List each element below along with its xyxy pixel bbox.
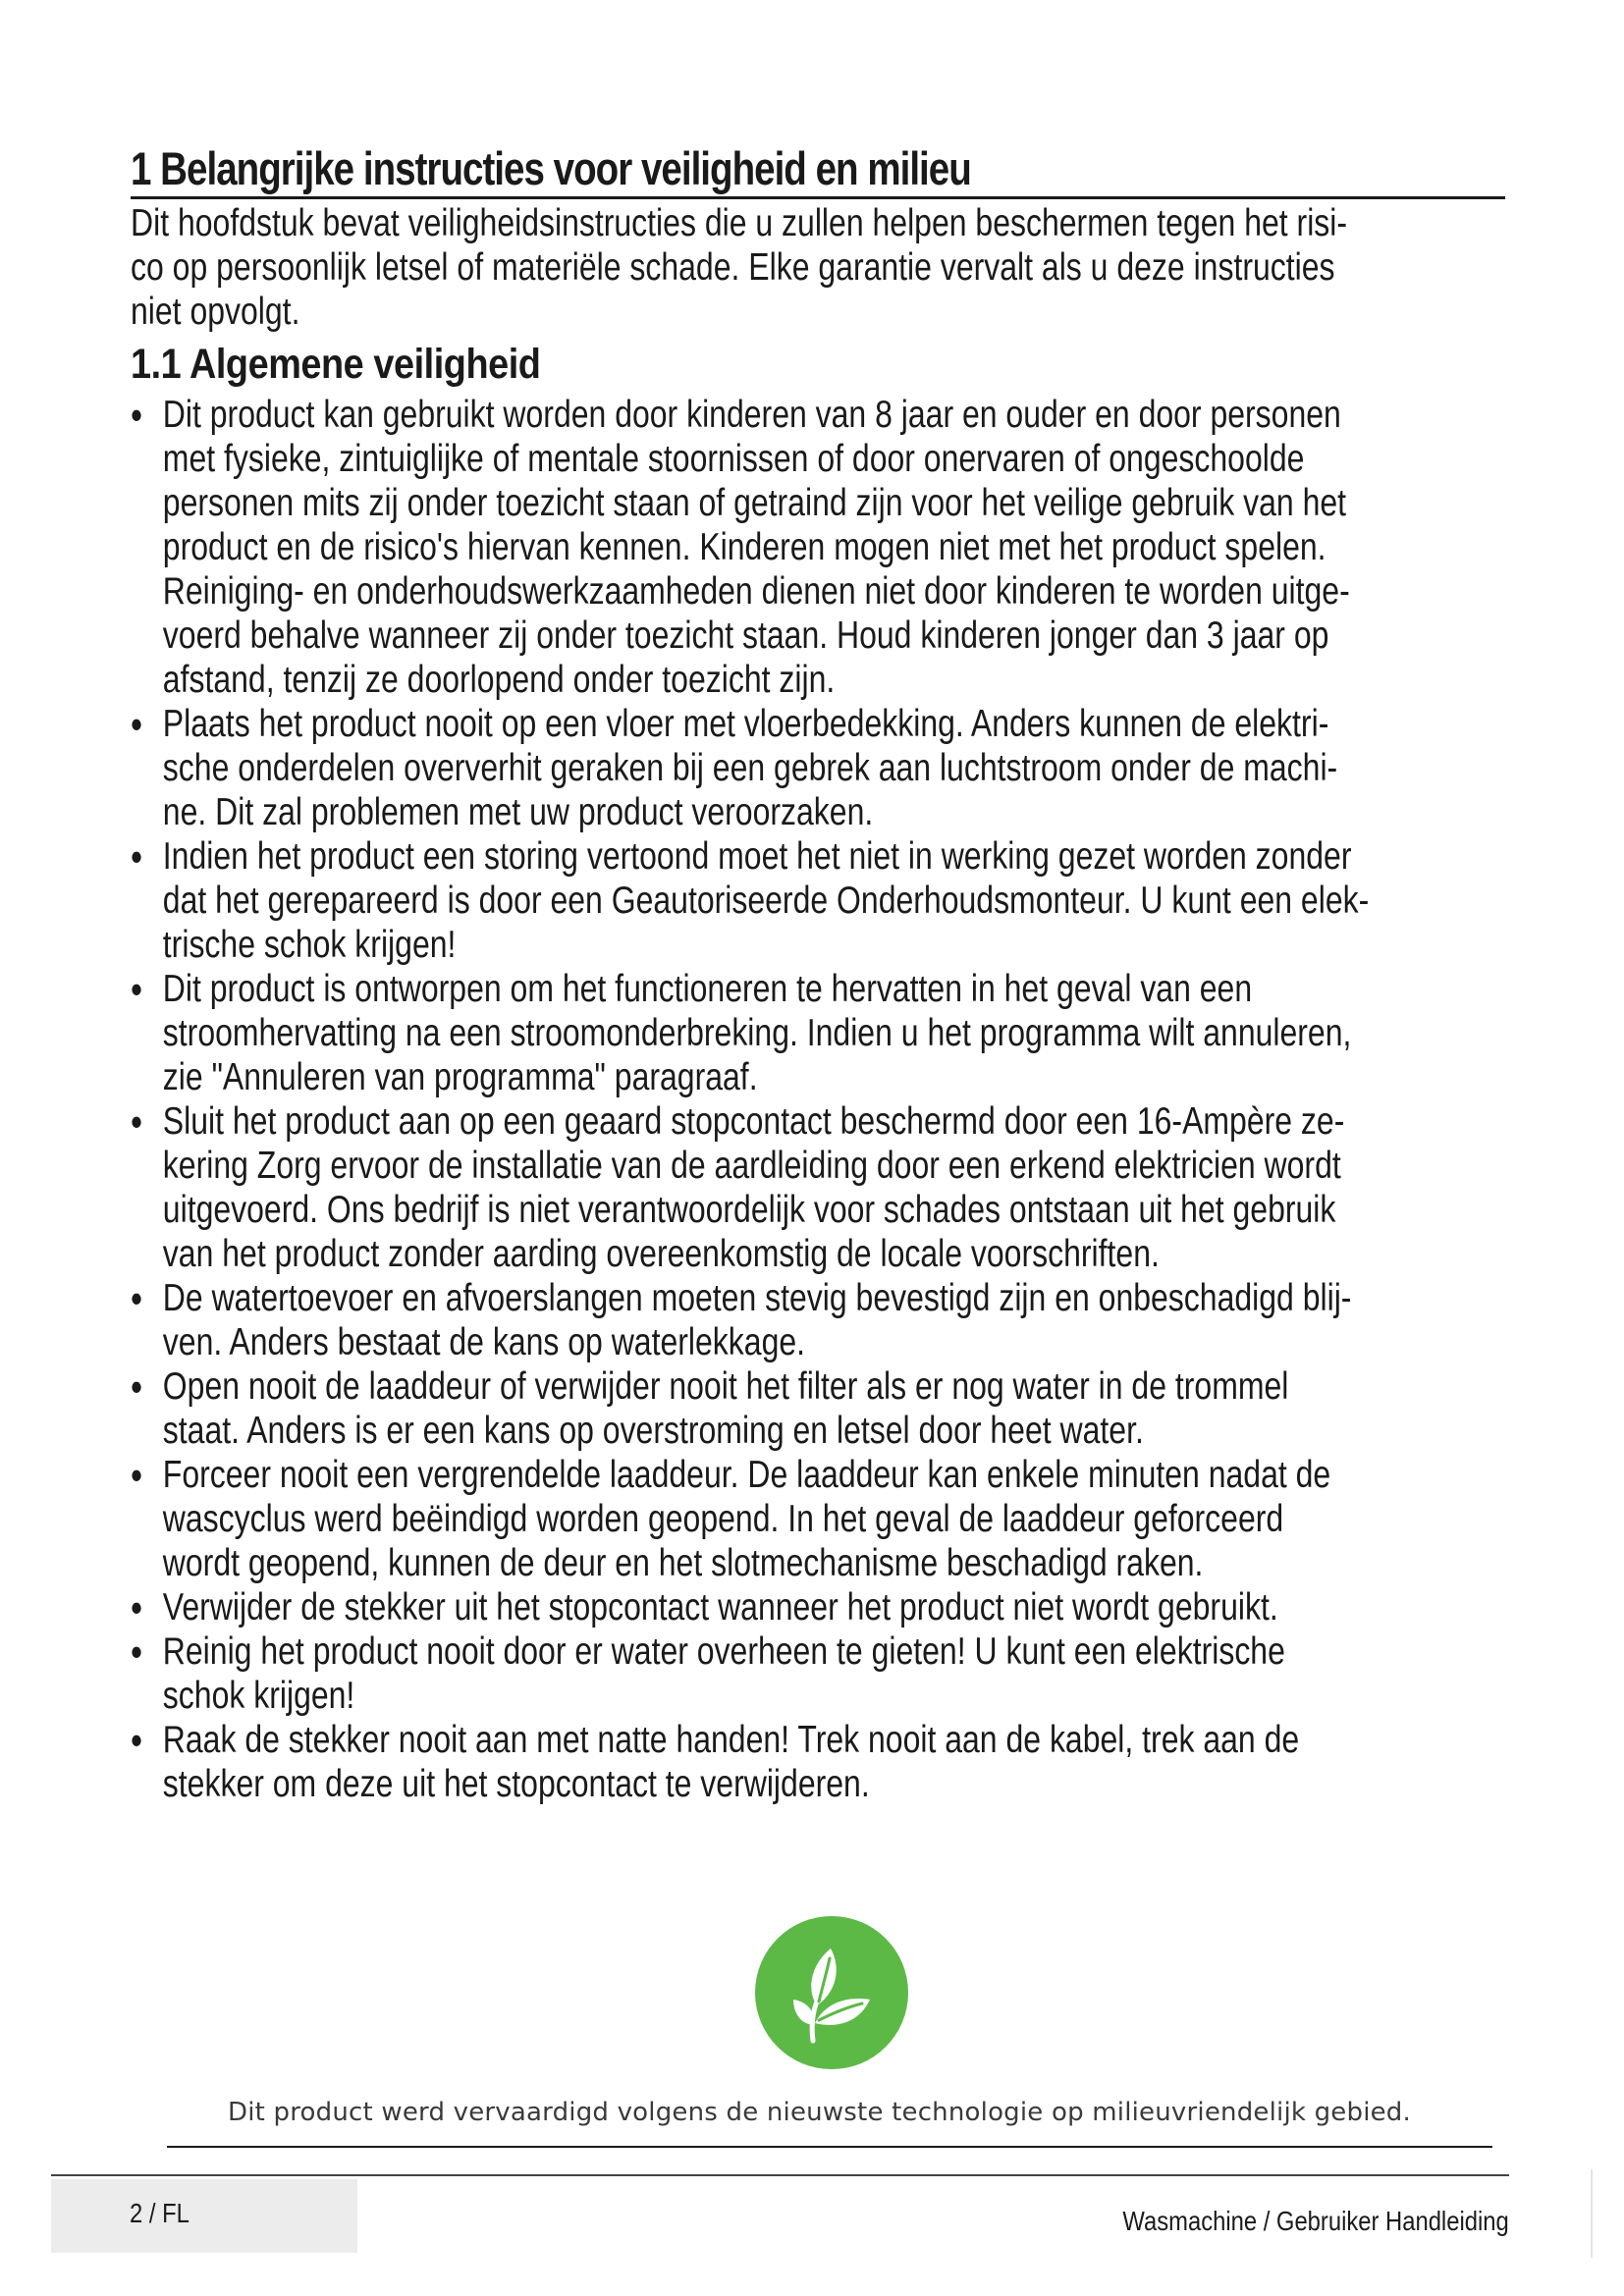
bullet-line: wordt geopend, kunnen de deur en het slotmechanisme beschadigd raken. (162, 1542, 1204, 1584)
subsection-heading: 1.1 Algemene veiligheid (131, 341, 541, 388)
bullet-item (131, 702, 1515, 834)
intro-line: co op persoonlijk letsel of materiële schade. Elke garantie vervalt als u deze instructies (131, 246, 1335, 289)
bullet-line: stroomhervatting na een stroomonderbreking. Indien u het programma wilt annuleren, (162, 1012, 1352, 1054)
bullet-item (131, 1364, 1515, 1453)
intro-line: Dit hoofdstuk bevat veiligheidsinstructies die u zullen helpen beschermen tegen het risi- (131, 202, 1348, 244)
bullet-line: ne. Dit zal problemen met uw product veroorzaken. (162, 791, 874, 833)
bullet-line: schok krijgen! (162, 1675, 355, 1717)
bullet-line: • Raak de stekker nooit aan met natte handen! Trek nooit aan de kabel, trek aan de (162, 1719, 1300, 1761)
bullet-line: zie "Annuleren van programma" paragraaf. (162, 1056, 758, 1098)
page-number: 2 / FL (130, 2198, 189, 2228)
divider (167, 2146, 1492, 2148)
bullet-line: • Forceer nooit een vergrendelde laaddeur. De laaddeur kan enkele minuten nadat de (162, 1454, 1331, 1496)
bullet-line: Reiniging- en onderhoudswerkzaamheden dienen niet door kinderen te worden uitge- (162, 570, 1350, 613)
bullet-line: product en de risico's hiervan kennen. Kinderen mogen niet met het product spelen. (162, 526, 1326, 568)
bullet-line: • Reinig het product nooit door er water overheen te gieten! U kunt een elektrische (162, 1630, 1285, 1673)
leaf-icon (754, 1915, 909, 2070)
bullet-line: stekker om deze uit het stopcontact te verwijderen. (162, 1763, 870, 1805)
footer-page-box (51, 2179, 357, 2253)
eco-statement: Dit product werd vervaardigd volgens de nieuwste technologie op milieuvriendelijk gebied. (228, 2098, 1411, 2127)
bullet-item (131, 1099, 1515, 1276)
bullet-line: van het product zonder aarding overeenkomstig de locale voorschriften. (162, 1233, 1160, 1275)
intro-paragraph (131, 201, 1499, 334)
bullet-line: afstand, tenzij ze doorlopend onder toezicht zijn. (162, 659, 836, 701)
bullet-item (131, 834, 1515, 967)
bullet-line: • Dit product kan gebruikt worden door kinderen van 8 jaar en ouder en door personen (162, 394, 1341, 436)
bullet-line: • Open nooit de laaddeur of verwijder nooit het filter als er nog water in de trommel (162, 1365, 1289, 1408)
manual-title: Wasmachine / Gebruiker Handleiding (1122, 2206, 1509, 2236)
bullet-item (131, 393, 1515, 702)
heading-underline (131, 196, 1505, 199)
bullet-item (131, 1276, 1515, 1364)
bullet-item (131, 1585, 1515, 1629)
bullet-line: • Indien het product een storing vertoond moet het niet in werking gezet worden zonder (162, 835, 1352, 878)
safety-bullet-list (131, 393, 1515, 1806)
bullet-item (131, 1453, 1515, 1585)
bullet-line: voerd behalve wanneer zij onder toezicht staan. Houd kinderen jonger dan 3 jaar op (162, 614, 1329, 657)
bullet-line: • De watertoevoer en afvoerslangen moeten stevig bevestigd zijn en onbeschadigd blij- (162, 1277, 1352, 1319)
bullet-line: dat het gerepareerd is door een Geautoriseerde Onderhoudsmonteur. U kunt een elek- (162, 880, 1370, 922)
bullet-line: ven. Anders bestaat de kans op waterlekkage. (162, 1321, 806, 1363)
section-heading: 1 Belangrijke instructies voor veiligheid en milieu (131, 142, 971, 194)
bullet-item (131, 1718, 1515, 1806)
bullet-line: personen mits zij onder toezicht staan of getraind zijn voor het veilige gebruik van het (162, 482, 1347, 524)
bullet-item (131, 1629, 1515, 1718)
intro-line: niet opvolgt. (131, 291, 300, 333)
bullet-line: sche onderdelen oververhit geraken bij een gebrek aan luchtstroom onder de machi- (162, 747, 1338, 789)
bullet-line: trische schok krijgen! (162, 924, 457, 966)
bullet-line: uitgevoerd. Ons bedrijf is niet verantwoordelijk voor schades ontstaan uit het gebruik (162, 1189, 1336, 1231)
bullet-line: • Dit product is ontworpen om het functioneren te hervatten in het geval van een (162, 968, 1253, 1010)
page-edge-mark (1591, 2169, 1593, 2258)
bullet-line: met fysieke, zintuiglijke of mentale stoornissen of door onervaren of ongeschoolde (162, 438, 1305, 480)
footer-divider (51, 2174, 1509, 2176)
bullet-line: • Plaats het product nooit op een vloer met vloerbedekking. Anders kunnen de elektri- (162, 703, 1329, 745)
bullet-line: • Sluit het product aan op een geaard stopcontact beschermd door een 16-Ampère ze- (162, 1100, 1345, 1143)
bullet-line: kering Zorg ervoor de installatie van de aardleiding door een erkend elektricien wordt (162, 1145, 1341, 1187)
bullet-line: • Verwijder de stekker uit het stopcontact wanneer het product niet wordt gebruikt. (162, 1586, 1278, 1629)
bullet-line: wascyclus werd beëindigd worden geopend. In het geval de laaddeur geforceerd (162, 1498, 1284, 1540)
bullet-item (131, 967, 1515, 1099)
bullet-line: staat. Anders is er een kans op overstroming en letsel door heet water. (162, 1410, 1144, 1452)
